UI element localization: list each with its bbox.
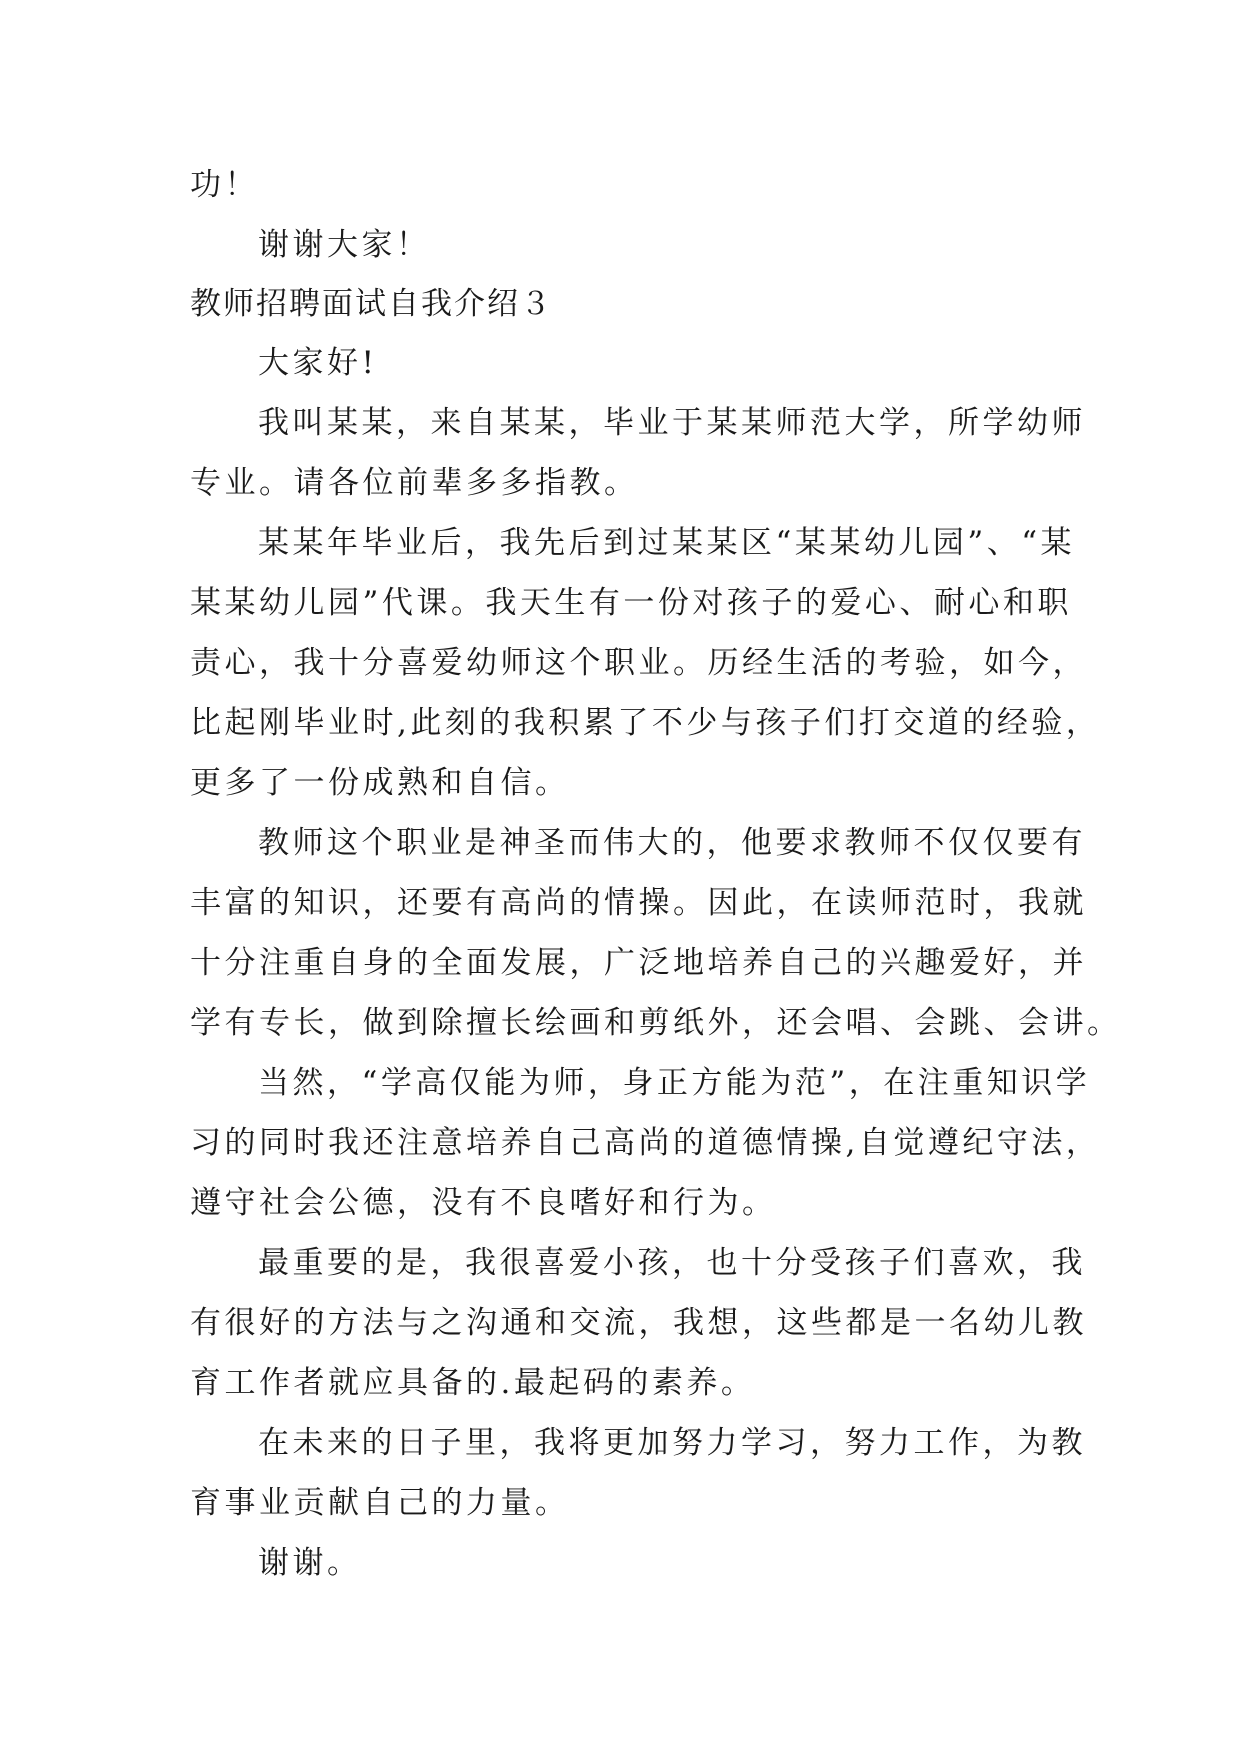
text-line: 十分注重自身的全面发展，广泛地培养自己的兴趣爱好，并 bbox=[190, 945, 1087, 981]
text-line: 育工作者就应具备的.最起码的素养。 bbox=[190, 1365, 756, 1401]
text-line: 比起刚毕业时,此刻的我积累了不少与孩子们打交道的经验， bbox=[190, 705, 1101, 741]
text-line: 遵守社会公德，没有不良嗜好和行为。 bbox=[190, 1185, 777, 1221]
text-line: 某某幼儿园”代课。我天生有一份对孩子的爱心、耐心和职 bbox=[190, 585, 1072, 621]
text-line: 习的同时我还注意培养自己高尚的道德情操,自觉遵纪守法， bbox=[190, 1125, 1101, 1161]
text-line: 某某年毕业后，我先后到过某某区“某某幼儿园”、“某 bbox=[258, 525, 1076, 561]
text-line: 教师这个职业是神圣而伟大的，他要求教师不仅仅要有 bbox=[258, 825, 1086, 861]
text-line: 有很好的方法与之沟通和交流，我想，这些都是一名幼儿教 bbox=[190, 1305, 1087, 1341]
text-line: 专业。请各位前辈多多指教。 bbox=[190, 465, 639, 501]
text-line: 丰富的知识，还要有高尚的情操。因此，在读师范时，我就 bbox=[190, 885, 1087, 921]
text-line: 谢谢。 bbox=[258, 1545, 362, 1581]
text-line: 更多了一份成熟和自信。 bbox=[190, 765, 570, 801]
text-line: 在未来的日子里，我将更加努力学习，努力工作，为教 bbox=[258, 1425, 1086, 1461]
text-line: 当然，“学高仅能为师，身正方能为范”，在注重知识学 bbox=[258, 1065, 1091, 1101]
text-line: 我叫某某，来自某某，毕业于某某师范大学，所学幼师 bbox=[258, 405, 1086, 441]
text-line: 谢谢大家！ bbox=[258, 227, 431, 263]
text-line: 最重要的是，我很喜爱小孩，也十分受孩子们喜欢，我 bbox=[258, 1245, 1086, 1281]
text-line: 大家好! bbox=[258, 345, 378, 381]
text-line: 功！ bbox=[190, 167, 259, 203]
text-line: 学有专长，做到除擅长绘画和剪纸外，还会唱、会跳、会讲。 bbox=[190, 1005, 1122, 1041]
section-heading: 教师招聘面试自我介绍３ bbox=[190, 286, 553, 322]
text-line: 责心，我十分喜爱幼师这个职业。历经生活的考验，如今， bbox=[190, 645, 1087, 681]
text-line: 育事业贡献自己的力量。 bbox=[190, 1485, 570, 1521]
